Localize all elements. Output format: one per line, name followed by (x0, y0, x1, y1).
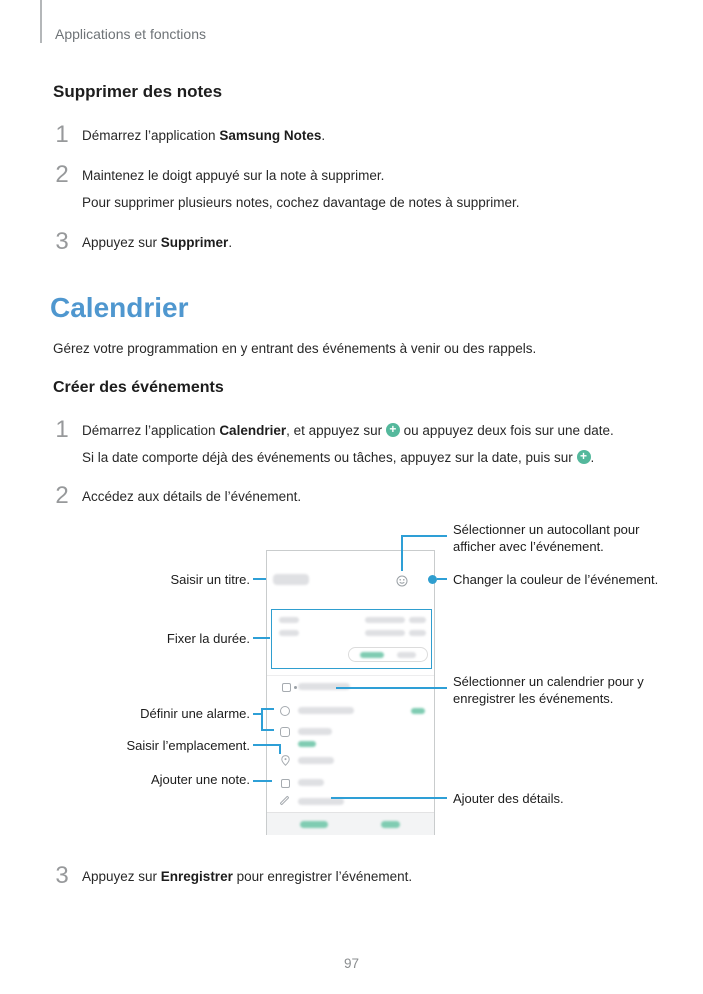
callout-alarm: Définir une alarme. (140, 706, 250, 721)
step-text: Appuyez sur Supprimer. (82, 235, 233, 250)
blurred-end-label (279, 630, 299, 636)
callout-line (401, 535, 447, 537)
callout-location: Saisir l’emplacement. (126, 738, 250, 753)
calendar-intro: Gérez votre programmation en y entrant des événements à venir ou des rappels. (53, 341, 537, 356)
blurred-start-label (279, 617, 299, 623)
blurred-title-field (273, 574, 309, 585)
step-text: Démarrez l’application Samsung Notes. (82, 128, 326, 143)
calendar-step-1 (52, 416, 614, 443)
notes-step-2-note: Pour supprimer plusieurs notes, cochez davantage de notes à supprimer. (82, 195, 520, 210)
step-text: Maintenez le doigt appuyé sur la note à supprimer. (82, 168, 385, 183)
notes-step-1 (52, 121, 326, 148)
step-text: Démarrez l’application Calendrier, et appuyez sur + ou appuyez deux fois sur une date. (82, 419, 614, 441)
callout-line (401, 535, 403, 571)
blurred-toggle-option (360, 652, 384, 658)
blurred-repeat-value (298, 728, 332, 735)
callout-title: Saisir un titre. (170, 572, 250, 587)
allday-toggle (348, 647, 428, 662)
callout-line (253, 578, 266, 580)
callout-line (331, 797, 447, 799)
callout-line (253, 637, 270, 639)
notes-step-2 (52, 161, 385, 188)
blurred-note-value (298, 779, 324, 786)
callout-sticker: Sélectionner un autocollant pour afficher avec l’événement. (453, 522, 640, 554)
blurred-location-value (298, 757, 334, 764)
step-text: Accédez aux détails de l’événement. (82, 489, 302, 504)
header-breadcrumb: Applications et fonctions (55, 26, 206, 42)
duration-box (271, 609, 432, 669)
blurred-start-date (365, 617, 405, 623)
blurred-repeat-option (298, 741, 316, 747)
callout-line (261, 708, 263, 731)
blurred-add-button (411, 708, 425, 714)
location-pin-icon (281, 755, 290, 766)
callout-line (279, 744, 281, 754)
alarm-clock-icon (280, 706, 290, 716)
header-rule (40, 0, 42, 43)
sticker-smiley-icon (396, 575, 408, 587)
blurred-save-button (381, 821, 400, 828)
callout-details: Ajouter des détails. (453, 791, 564, 806)
callout-line (253, 744, 281, 746)
blurred-end-time (409, 630, 426, 636)
callout-line (261, 729, 274, 731)
callout-line (437, 578, 447, 580)
calendar-step-3 (52, 862, 413, 889)
step-number: 2 (55, 161, 69, 188)
callout-duration: Fixer la durée. (166, 631, 250, 646)
calendar-checkbox-icon (282, 683, 291, 692)
color-dot-icon (428, 575, 437, 584)
step-number: 1 (55, 416, 69, 443)
blurred-details-value (298, 798, 344, 805)
blurred-alarm-value (298, 707, 354, 714)
step-text: Appuyez sur Enregistrer pour enregistrer l’événement. (82, 869, 413, 884)
phone-screenshot (266, 550, 435, 835)
step-number: 1 (55, 121, 69, 148)
calendar-color-dot (294, 686, 297, 689)
blurred-toggle-option (397, 652, 416, 658)
callout-color: Changer la couleur de l’événement. (453, 572, 659, 587)
callout-note: Ajouter une note. (150, 772, 250, 787)
blurred-end-date (365, 630, 405, 636)
step-number: 3 (55, 228, 69, 255)
calendar-step-2 (52, 482, 302, 509)
section-title-supprimer-notes: Supprimer des notes (53, 82, 223, 101)
bottom-button-bar (267, 812, 434, 835)
step-number: 2 (55, 482, 69, 509)
step-number: 3 (55, 862, 69, 889)
repeat-icon (280, 727, 290, 737)
callout-calendar-select: Sélectionner un calendrier pour y enregistrer les événements. (453, 674, 644, 706)
blurred-cancel-button (300, 821, 328, 828)
page-number: 97 (343, 956, 360, 971)
pencil-icon (280, 796, 290, 806)
plus-icon (577, 450, 591, 464)
plus-icon (386, 423, 400, 437)
note-icon (281, 779, 290, 788)
callout-line (336, 687, 447, 689)
notes-step-3 (52, 228, 233, 255)
blurred-start-time (409, 617, 426, 623)
section-title-creer-evenements: Créer des événements (53, 379, 224, 396)
calendar-step-1-note: Si la date comporte déjà des événements ou tâches, appuyez sur la date, puis sur +. (82, 448, 594, 468)
row-separator (267, 675, 434, 676)
chapter-title-calendrier: Calendrier (50, 292, 189, 323)
callout-line (253, 780, 272, 782)
callout-line (261, 708, 274, 710)
